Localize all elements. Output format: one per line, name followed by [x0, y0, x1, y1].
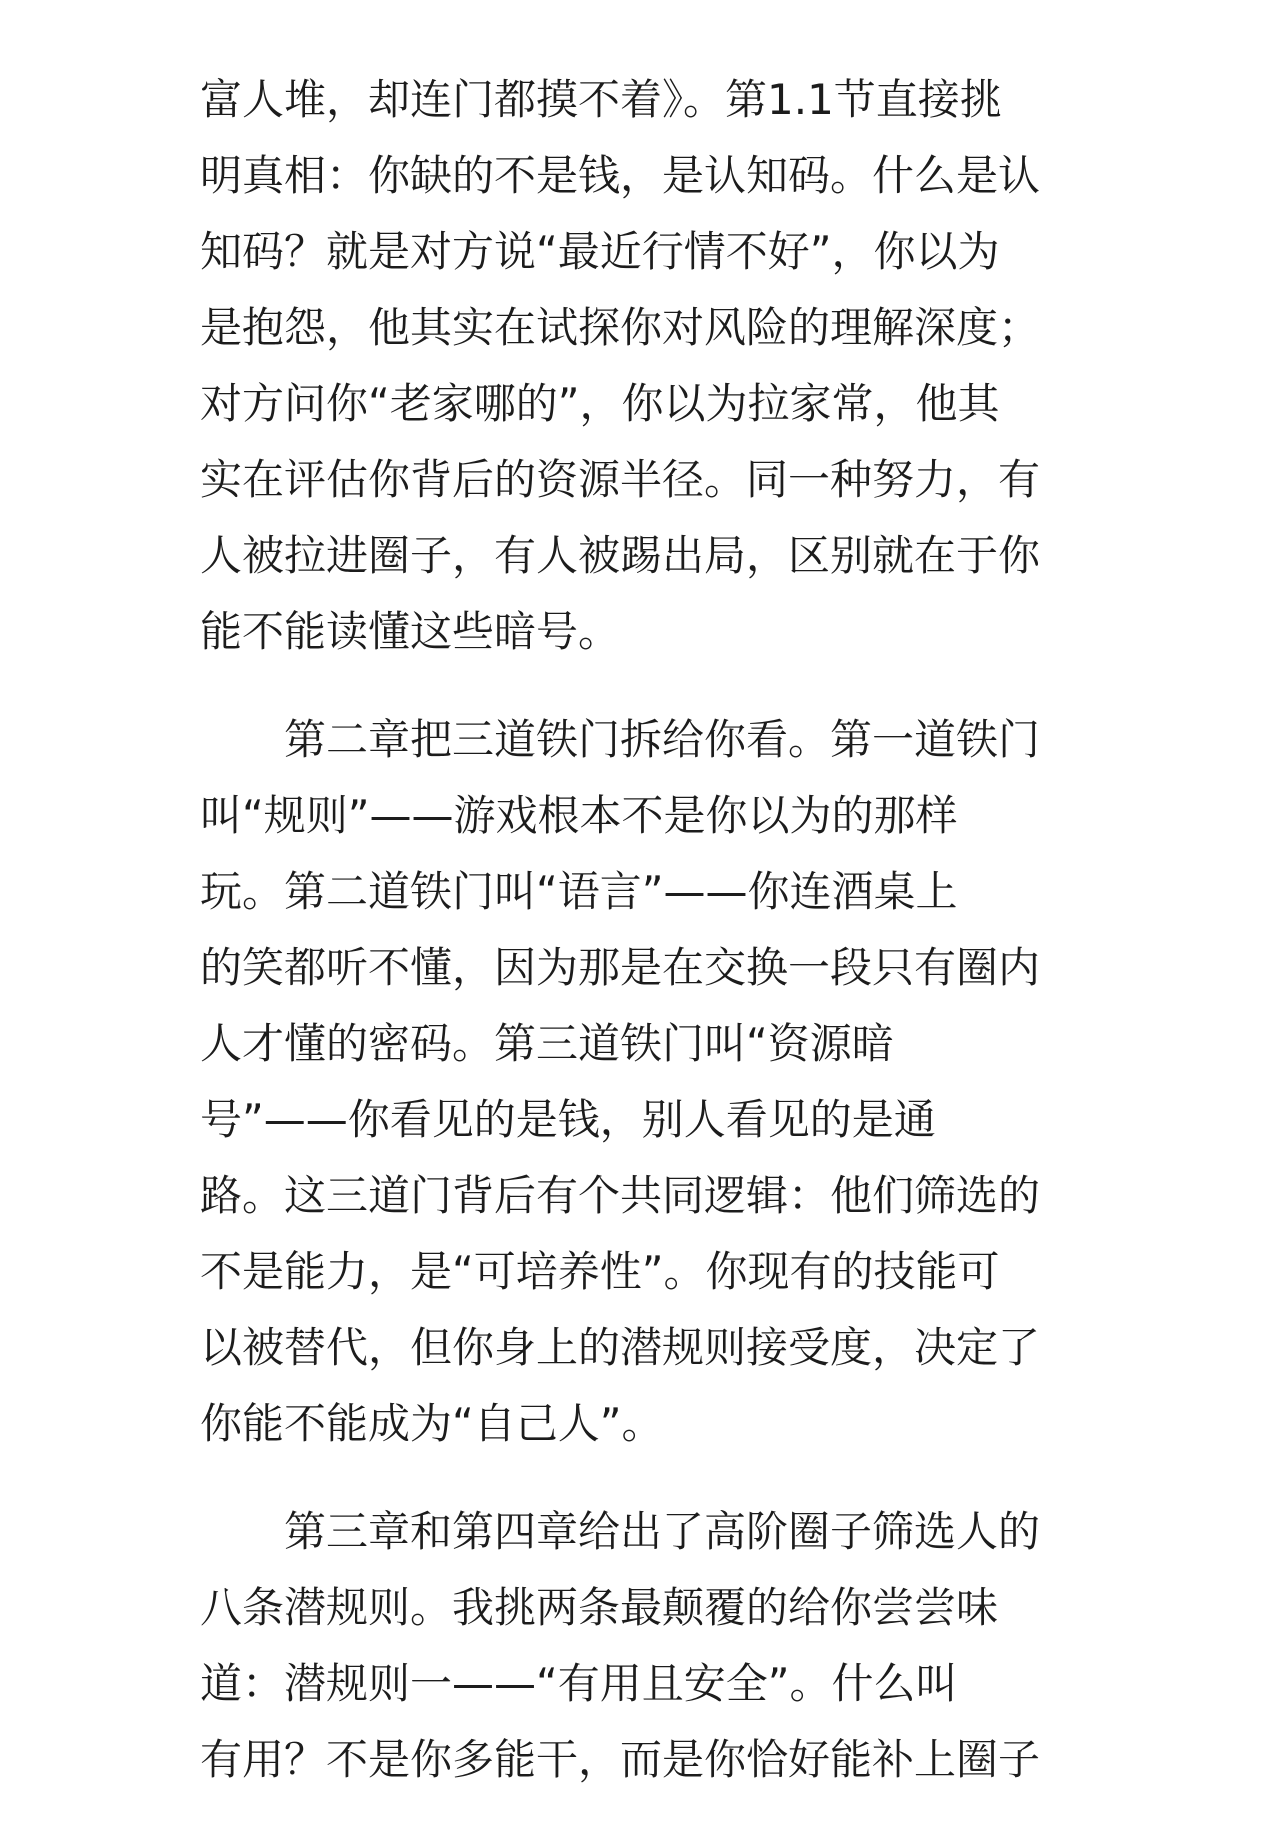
text-line: 的笑都听不懂，因为那是在交换一段只有圈内 — [200, 943, 1041, 992]
text-line: 实在评估你背后的资源半径。同一种努力，有 — [200, 455, 1041, 504]
text-line: 人才懂的密码。第三道铁门叫“资源暗 — [200, 1019, 894, 1068]
text-line: 知码？就是对方说“最近行情不好”，你以为 — [200, 227, 1000, 276]
text-line: 是抱怨，他其实在试探你对风险的理解深度； — [200, 303, 1041, 352]
text-line: 道：潜规则一——“有用且安全”。什么叫 — [200, 1659, 958, 1708]
paragraph-2 — [200, 702, 1080, 1462]
text-line: 不是能力，是“可培养性”。你现有的技能可 — [200, 1247, 1000, 1296]
text-line: 叫“规则”——游戏根本不是你以为的那样 — [200, 791, 958, 840]
text-line: 能不能读懂这些暗号。 — [200, 607, 621, 656]
text-line: 第三章和第四章给出了高阶圈子筛选人的 — [284, 1507, 1041, 1556]
paragraph-1 — [200, 62, 1080, 670]
text-line: 有用？不是你多能干，而是你恰好能补上圈子 — [200, 1735, 1041, 1784]
text-line: 第二章把三道铁门拆给你看。第一道铁门 — [284, 715, 1041, 764]
text-line: 对方问你“老家哪的”，你以为拉家常，他其 — [200, 379, 1000, 428]
text-line: 以被替代，但你身上的潜规则接受度，决定了 — [200, 1323, 1041, 1372]
text-line: 玩。第二道铁门叫“语言”——你连酒桌上 — [200, 867, 958, 916]
text-line: 人被拉进圈子，有人被踢出局，区别就在于你 — [200, 531, 1041, 580]
paragraph-3 — [200, 1494, 1080, 1798]
article-body — [200, 62, 1080, 1830]
text-line: 你能不能成为“自己人”。 — [200, 1399, 664, 1448]
text-line: 号”——你看见的是钱，别人看见的是通 — [200, 1095, 936, 1144]
text-line: 明真相：你缺的不是钱，是认知码。什么是认 — [200, 151, 1041, 200]
text-line: 富人堆，却连门都摸不着》。第1.1节直接挑 — [200, 75, 1002, 124]
text-line: 路。这三道门背后有个共同逻辑：他们筛选的 — [200, 1171, 1041, 1220]
text-line: 八条潜规则。我挑两条最颠覆的给你尝尝味 — [200, 1583, 999, 1632]
